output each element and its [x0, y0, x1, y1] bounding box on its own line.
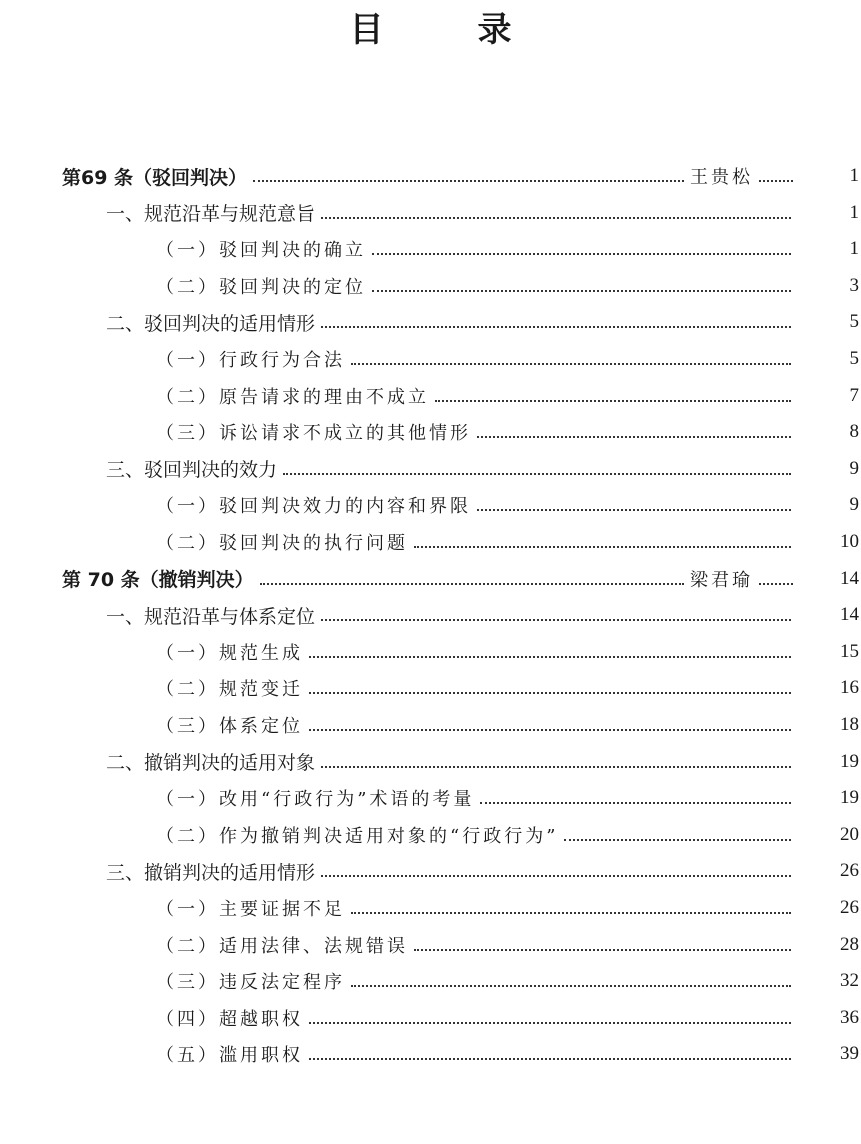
toc-entry-title: 二、驳回判决的适用情形: [106, 312, 316, 335]
toc-page-number: 15: [840, 640, 859, 662]
toc-dot-leader: [321, 217, 791, 219]
toc-dot-leader: [480, 802, 791, 804]
toc-page-number: 9: [849, 457, 859, 479]
toc-subsection-row[interactable]: [156, 927, 859, 963]
toc-dot-leader: [309, 729, 791, 731]
toc-dot-leader: [477, 509, 791, 511]
toc-section-row[interactable]: [106, 597, 859, 633]
toc-page-number: 1: [849, 165, 859, 186]
toc-dot-leader: [283, 473, 791, 475]
toc-entry-title: （一）行政行为合法: [156, 350, 345, 371]
toc-subsection-row[interactable]: [156, 378, 859, 414]
toc-section-row[interactable]: [106, 744, 859, 780]
toc-dot-leader: [759, 583, 793, 585]
toc-entry-title: （四）超越职权: [156, 1008, 303, 1030]
toc-dot-leader: [309, 1022, 791, 1024]
toc-page-number: 39: [840, 1043, 859, 1065]
toc-page-number: 14: [840, 567, 859, 589]
toc-subsection-row[interactable]: [156, 414, 859, 450]
toc-section-row[interactable]: [106, 853, 859, 889]
toc-entry-title: （二）原告请求的理由不成立: [156, 386, 429, 408]
toc-subsection-row[interactable]: [156, 524, 859, 560]
toc-entry-title: （一）规范生成: [156, 642, 303, 664]
toc-page-number: 16: [840, 677, 859, 699]
toc-entry-title: （三）体系定位: [156, 716, 303, 737]
toc-dot-leader: [321, 619, 791, 621]
toc-entry-title: （三）诉讼请求不成立的其他情形: [156, 423, 471, 445]
toc-page-number: 1: [849, 238, 859, 260]
toc-page-number: 7: [849, 384, 859, 406]
toc-dot-leader: [372, 290, 791, 292]
toc-dot-leader: [351, 912, 791, 914]
toc-entry-title: 三、撤销判决的适用情形: [106, 861, 316, 884]
toc-dot-leader: [309, 692, 791, 694]
toc-subsection-row[interactable]: [156, 634, 859, 670]
toc-dot-leader: [321, 326, 791, 328]
toc-dot-leader: [564, 839, 791, 841]
toc-entry-title: （三）违反法定程序: [156, 972, 345, 994]
toc-page-number: 18: [840, 714, 859, 735]
toc-page-number: 3: [849, 274, 859, 296]
toc-page-number: 32: [840, 970, 859, 992]
toc-subsection-row[interactable]: [156, 670, 859, 706]
toc-subsection-row[interactable]: [156, 341, 859, 377]
toc-dot-leader: [351, 363, 791, 365]
toc-subsection-row[interactable]: [156, 1000, 859, 1036]
toc-page-number: 20: [840, 823, 859, 845]
toc-page-number: 5: [849, 348, 859, 369]
toc-entry-author: 王贵松: [690, 167, 753, 188]
toc-chapter-row[interactable]: [62, 158, 859, 194]
toc-entry-title: （二）适用法律、法规错误: [156, 935, 408, 957]
toc-page-number: 19: [840, 787, 859, 809]
toc-dot-leader: [321, 875, 791, 877]
toc-page-number: 5: [849, 311, 859, 333]
toc-page-number: 14: [840, 604, 859, 626]
toc-subsection-row[interactable]: [156, 1036, 859, 1072]
toc-section-row[interactable]: [106, 195, 859, 231]
toc-page-number: 19: [840, 750, 859, 772]
toc-entry-title: （一）驳回判决的确立: [156, 240, 366, 262]
toc-entry-title: （一）驳回判决效力的内容和界限: [156, 496, 471, 518]
toc-page-number: 36: [840, 1006, 859, 1028]
toc-entry-title: （一）主要证据不足: [156, 899, 345, 920]
toc-dot-leader: [435, 400, 791, 402]
toc-entry-title: （五）滥用职权: [156, 1045, 303, 1067]
toc-subsection-row[interactable]: [156, 707, 859, 743]
toc-page-number: 10: [840, 531, 859, 552]
toc-dot-leader: [253, 180, 684, 182]
toc-dot-leader: [309, 656, 791, 658]
toc-entry-title: 第69 条（驳回判决）: [62, 166, 248, 189]
toc-dot-leader: [414, 949, 791, 951]
toc-dot-leader: [477, 436, 791, 438]
toc-dot-leader: [372, 253, 791, 255]
toc-section-row[interactable]: [106, 451, 859, 487]
toc-subsection-row[interactable]: [156, 780, 859, 816]
toc-subsection-row[interactable]: [156, 817, 859, 853]
toc-entry-title: 一、规范沿革与规范意旨: [106, 203, 316, 226]
toc-entry-title: 一、规范沿革与体系定位: [106, 605, 316, 628]
toc-subsection-row[interactable]: [156, 268, 859, 304]
toc-entry-title: （二）驳回判决的定位: [156, 276, 366, 298]
toc-entry-title: （一）改用“行政行为”术语的考量: [156, 789, 475, 811]
toc-entry-title: （二）驳回判决的执行问题: [156, 533, 408, 554]
toc-entry-author: 梁君瑜: [690, 569, 753, 591]
toc-page-number: 26: [840, 897, 859, 918]
toc-subsection-row[interactable]: [156, 231, 859, 267]
toc-dot-leader: [309, 1058, 791, 1060]
toc-entry-title: 三、驳回判决的效力: [106, 459, 278, 482]
toc-dot-leader: [260, 583, 684, 585]
toc-page-number: 26: [840, 860, 859, 882]
toc-entry-title: （二）规范变迁: [156, 679, 303, 701]
toc-chapter-row[interactable]: [62, 561, 859, 597]
toc-dot-leader: [414, 546, 791, 548]
toc-dot-leader: [351, 985, 791, 987]
toc-subsection-row[interactable]: [156, 963, 859, 999]
toc-page-number: 28: [840, 933, 859, 955]
toc-subsection-row[interactable]: [156, 487, 859, 523]
toc-entry-title: （二）作为撤销判决适用对象的“行政行为”: [156, 825, 559, 847]
toc-section-row[interactable]: [106, 304, 859, 340]
toc-page-number: 9: [849, 494, 859, 516]
page-title: 目 录: [349, 10, 542, 50]
toc-page-number: 1: [849, 201, 859, 223]
toc-entry-title: 二、撤销判决的适用对象: [106, 752, 316, 775]
toc-dot-leader: [759, 180, 793, 182]
toc-subsection-row[interactable]: [156, 890, 859, 926]
toc-page-number: 8: [849, 421, 859, 443]
toc-dot-leader: [321, 766, 791, 768]
toc-entry-title: 第 70 条（撤销判决）: [62, 569, 254, 592]
